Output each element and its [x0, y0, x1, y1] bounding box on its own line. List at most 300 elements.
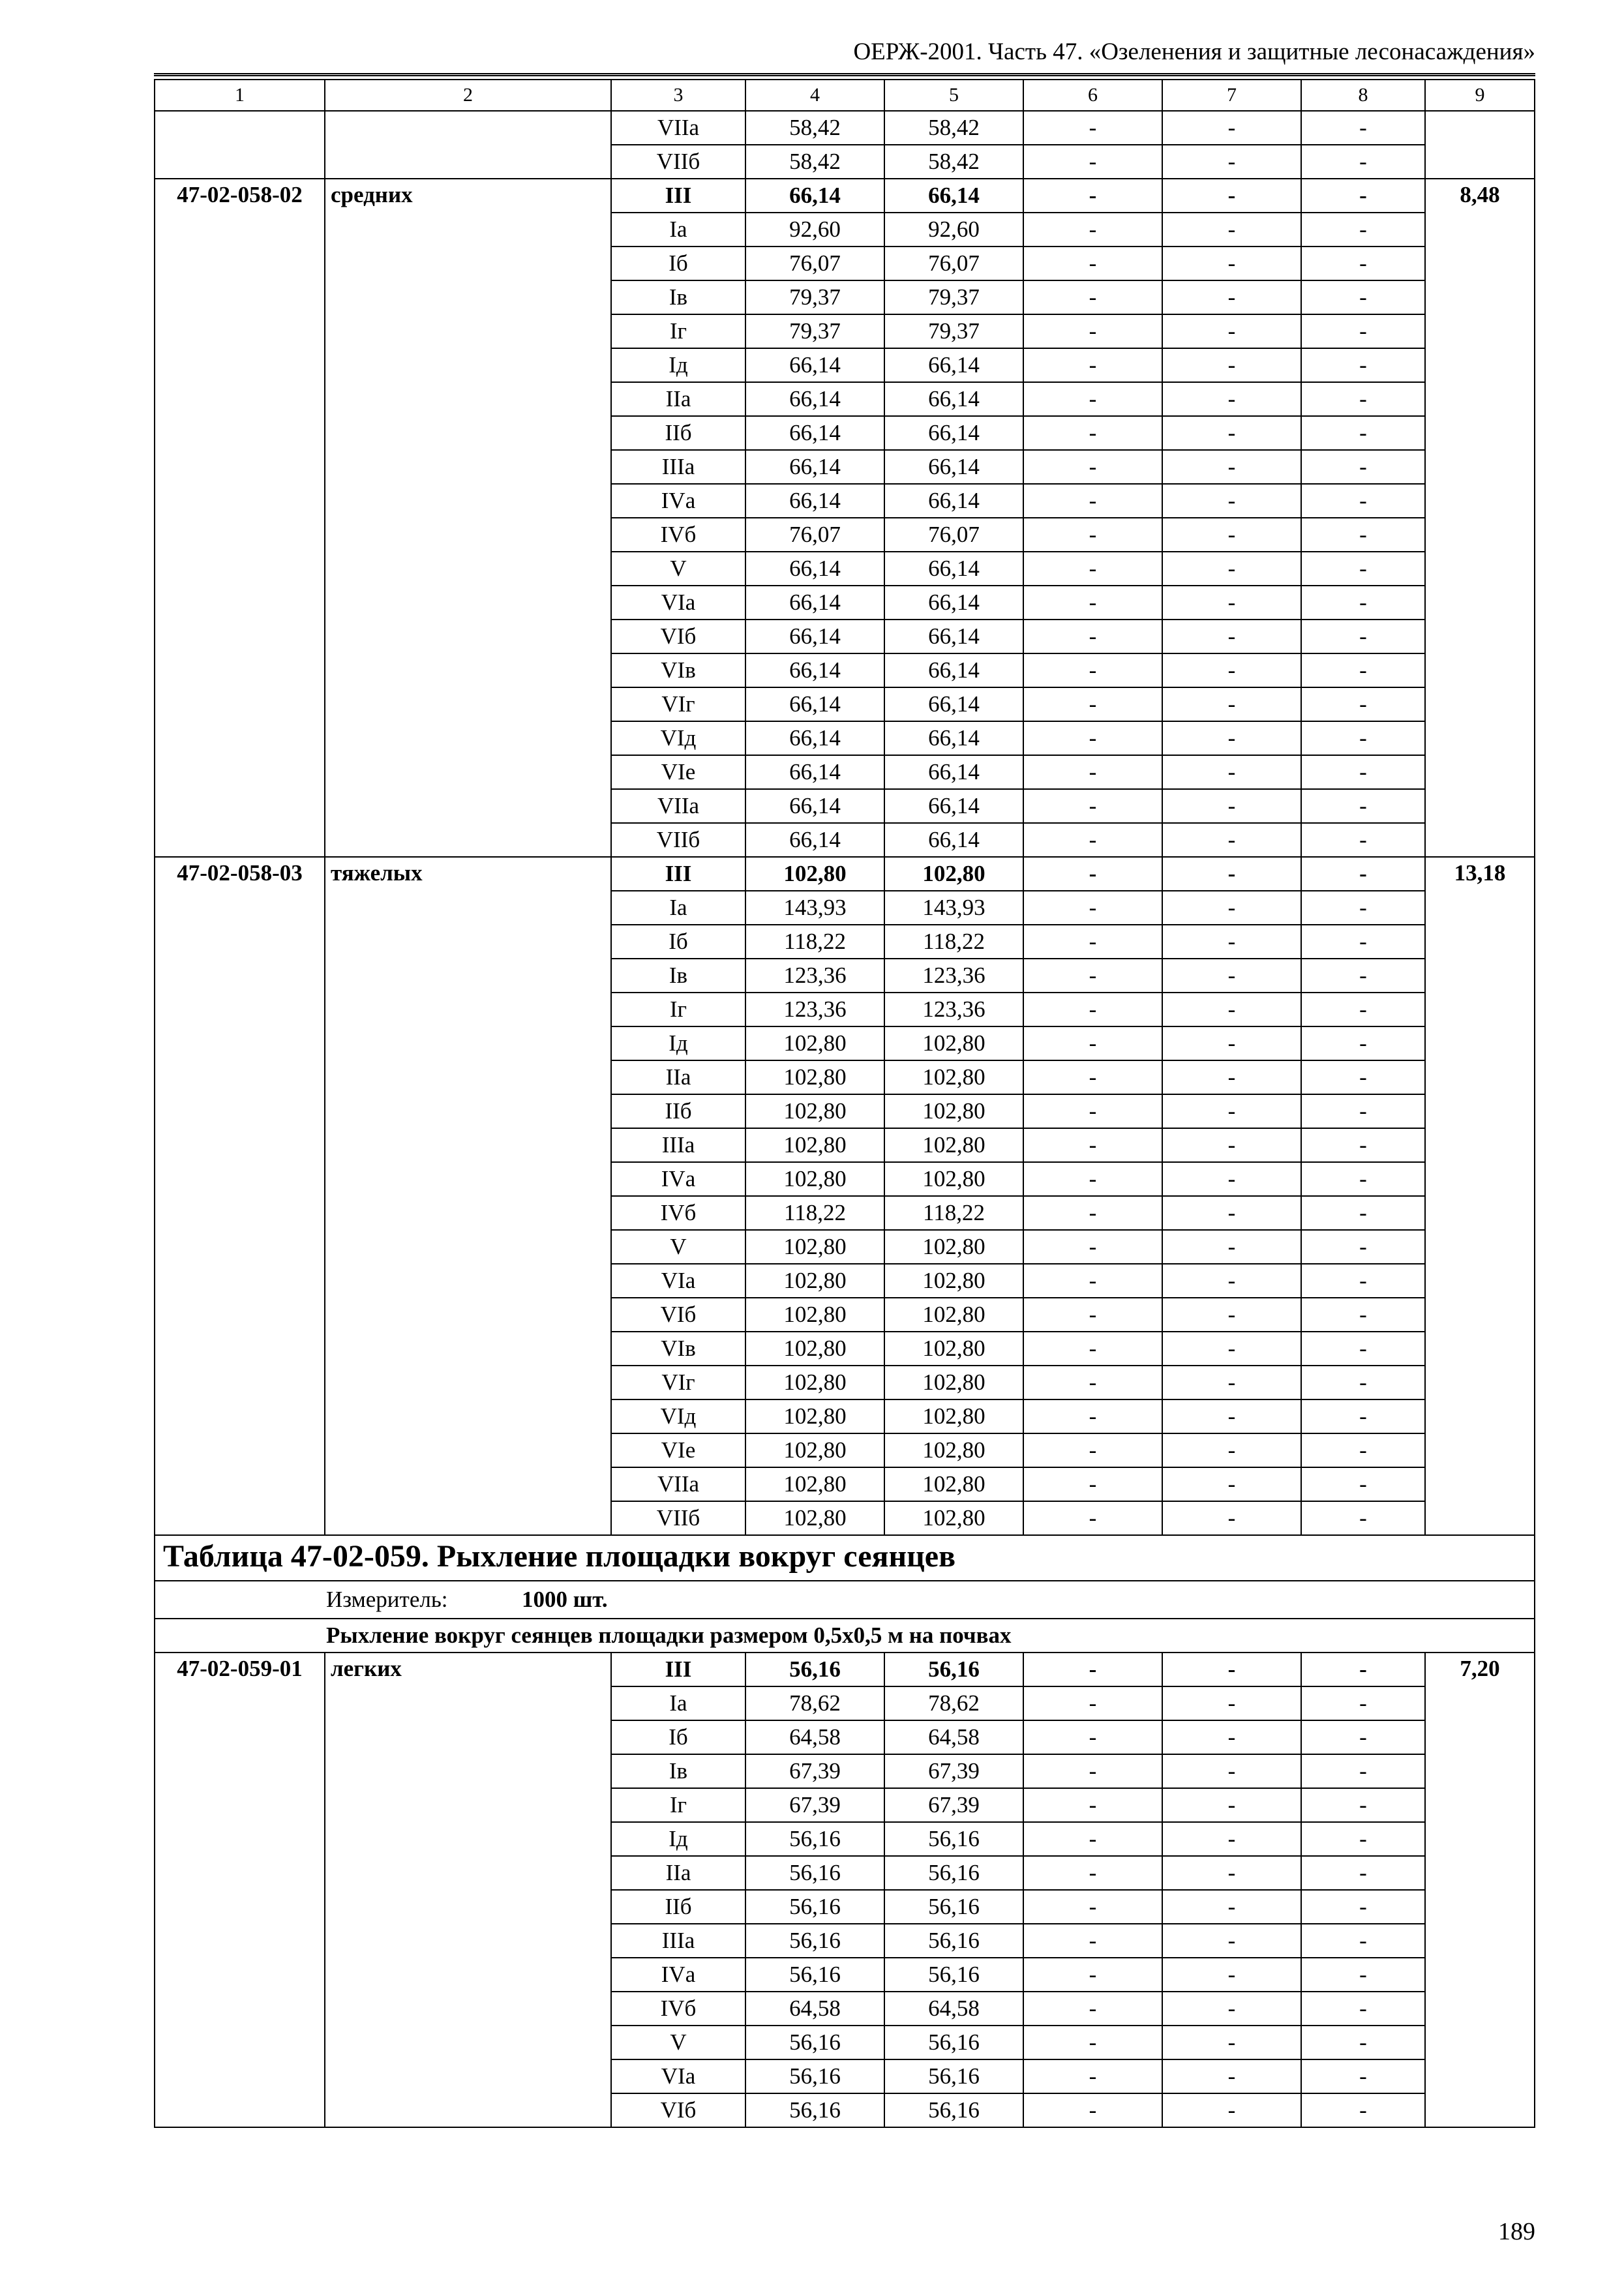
machine-cost: - [1023, 823, 1162, 857]
machine-cost: - [1023, 1686, 1162, 1720]
total-cost: 76,07 [745, 247, 884, 280]
driver-cost: - [1162, 1094, 1301, 1128]
machine-cost: - [1023, 1754, 1162, 1788]
driver-cost: - [1162, 1890, 1301, 1924]
total-cost: 56,16 [745, 2026, 884, 2059]
table-row [155, 857, 1535, 891]
labor-hours [1425, 111, 1535, 179]
rate-description [325, 111, 611, 179]
driver-cost: - [1162, 1399, 1301, 1433]
region-class: Iа [611, 213, 745, 247]
driver-cost: - [1162, 484, 1301, 518]
total-cost: 58,42 [745, 145, 884, 179]
region-class: VIд [611, 1399, 745, 1433]
driver-cost: - [1162, 1788, 1301, 1822]
machine-cost: - [1023, 620, 1162, 653]
column-number: 9 [1425, 80, 1535, 111]
materials-cost: - [1301, 518, 1425, 552]
materials-cost: - [1301, 1128, 1425, 1162]
region-class: IIб [611, 416, 745, 450]
machine-cost: - [1023, 891, 1162, 925]
machine-cost: - [1023, 2026, 1162, 2059]
machine-cost: - [1023, 789, 1162, 823]
machine-cost: - [1023, 552, 1162, 586]
materials-cost: - [1301, 1399, 1425, 1433]
materials-cost: - [1301, 314, 1425, 348]
machine-cost: - [1023, 1162, 1162, 1196]
materials-cost: - [1301, 2093, 1425, 2127]
total-cost: 56,16 [745, 2093, 884, 2127]
driver-cost: - [1162, 823, 1301, 857]
driver-cost: - [1162, 382, 1301, 416]
driver-cost: - [1162, 789, 1301, 823]
materials-cost: - [1301, 111, 1425, 145]
machine-cost: - [1023, 721, 1162, 755]
region-class: Iб [611, 247, 745, 280]
machine-cost: - [1023, 247, 1162, 280]
machine-cost: - [1023, 959, 1162, 993]
driver-cost: - [1162, 1992, 1301, 2026]
labor-cost: 66,14 [884, 653, 1023, 687]
labor-cost: 56,16 [884, 1653, 1023, 1686]
materials-cost: - [1301, 348, 1425, 382]
machine-cost: - [1023, 382, 1162, 416]
materials-cost: - [1301, 2026, 1425, 2059]
labor-cost: 56,16 [884, 2026, 1023, 2059]
table-title-cell [155, 1535, 1535, 1581]
region-class: IIIа [611, 1924, 745, 1958]
machine-cost: - [1023, 1094, 1162, 1128]
labor-cost: 56,16 [884, 1822, 1023, 1856]
region-class: IVб [611, 518, 745, 552]
labor-cost: 78,62 [884, 1686, 1023, 1720]
driver-cost: - [1162, 179, 1301, 213]
machine-cost: - [1023, 1060, 1162, 1094]
region-class: Iг [611, 993, 745, 1026]
total-cost: 102,80 [745, 1094, 884, 1128]
driver-cost: - [1162, 2026, 1301, 2059]
machine-cost: - [1023, 1890, 1162, 1924]
materials-cost: - [1301, 687, 1425, 721]
total-cost: 118,22 [745, 1196, 884, 1230]
machine-cost: - [1023, 280, 1162, 314]
region-class: VIб [611, 1298, 745, 1332]
region-class: IIIа [611, 1128, 745, 1162]
driver-cost: - [1162, 925, 1301, 959]
driver-cost: - [1162, 1332, 1301, 1366]
section-row [155, 1619, 1535, 1653]
region-class: VIб [611, 2093, 745, 2127]
materials-cost: - [1301, 213, 1425, 247]
labor-cost: 79,37 [884, 314, 1023, 348]
region-class: III [611, 857, 745, 891]
driver-cost: - [1162, 857, 1301, 891]
table-row [155, 1653, 1535, 1686]
materials-cost: - [1301, 1822, 1425, 1856]
labor-cost: 118,22 [884, 1196, 1023, 1230]
region-class: Iг [611, 314, 745, 348]
materials-cost: - [1301, 1720, 1425, 1754]
region-class: IIа [611, 382, 745, 416]
materials-cost: - [1301, 450, 1425, 484]
driver-cost: - [1162, 518, 1301, 552]
driver-cost: - [1162, 1467, 1301, 1501]
region-class: IVб [611, 1196, 745, 1230]
materials-cost: - [1301, 925, 1425, 959]
machine-cost: - [1023, 1128, 1162, 1162]
driver-cost: - [1162, 314, 1301, 348]
labor-cost: 102,80 [884, 857, 1023, 891]
materials-cost: - [1301, 1196, 1425, 1230]
machine-cost: - [1023, 755, 1162, 789]
column-number: 6 [1023, 80, 1162, 111]
total-cost: 56,16 [745, 2059, 884, 2093]
total-cost: 66,14 [745, 179, 884, 213]
total-cost: 56,16 [745, 1890, 884, 1924]
region-class: IIIа [611, 450, 745, 484]
meter-row [155, 1581, 1535, 1619]
materials-cost: - [1301, 280, 1425, 314]
machine-cost: - [1023, 1230, 1162, 1264]
total-cost: 67,39 [745, 1754, 884, 1788]
labor-cost: 66,14 [884, 348, 1023, 382]
total-cost: 102,80 [745, 1399, 884, 1433]
machine-cost: - [1023, 1467, 1162, 1501]
materials-cost: - [1301, 1094, 1425, 1128]
meter-value: 1000 шт. [522, 1587, 608, 1612]
total-cost: 102,80 [745, 1026, 884, 1060]
materials-cost: - [1301, 1332, 1425, 1366]
region-class: V [611, 1230, 745, 1264]
driver-cost: - [1162, 450, 1301, 484]
section-title: Рыхление вокруг сеянцев площадки размером 0,5х0,5 м на почвах [155, 1619, 1535, 1653]
total-cost: 79,37 [745, 280, 884, 314]
materials-cost: - [1301, 1501, 1425, 1535]
rate-code: 47-02-058-02 [155, 179, 325, 857]
region-class: VIIа [611, 111, 745, 145]
total-cost: 102,80 [745, 1264, 884, 1298]
column-number: 2 [325, 80, 611, 111]
machine-cost: - [1023, 145, 1162, 179]
driver-cost: - [1162, 247, 1301, 280]
total-cost: 66,14 [745, 789, 884, 823]
machine-cost: - [1023, 1856, 1162, 1890]
driver-cost: - [1162, 111, 1301, 145]
materials-cost: - [1301, 1686, 1425, 1720]
labor-cost: 56,16 [884, 1890, 1023, 1924]
materials-cost: - [1301, 1958, 1425, 1992]
labor-cost: 58,42 [884, 111, 1023, 145]
total-cost: 56,16 [745, 1924, 884, 1958]
driver-cost: - [1162, 586, 1301, 620]
labor-hours: 13,18 [1425, 857, 1535, 1535]
labor-cost: 56,16 [884, 1958, 1023, 1992]
region-class: V [611, 2026, 745, 2059]
materials-cost: - [1301, 1653, 1425, 1686]
region-class: VIа [611, 2059, 745, 2093]
machine-cost: - [1023, 1501, 1162, 1535]
region-class: Iб [611, 925, 745, 959]
total-cost: 102,80 [745, 1060, 884, 1094]
labor-cost: 102,80 [884, 1026, 1023, 1060]
machine-cost: - [1023, 687, 1162, 721]
driver-cost: - [1162, 145, 1301, 179]
materials-cost: - [1301, 1788, 1425, 1822]
labor-cost: 102,80 [884, 1264, 1023, 1298]
driver-cost: - [1162, 1686, 1301, 1720]
total-cost: 66,14 [745, 653, 884, 687]
driver-cost: - [1162, 1754, 1301, 1788]
region-class: IVа [611, 1958, 745, 1992]
column-number: 1 [155, 80, 325, 111]
total-cost: 76,07 [745, 518, 884, 552]
total-cost: 102,80 [745, 1467, 884, 1501]
driver-cost: - [1162, 653, 1301, 687]
labor-cost: 56,16 [884, 1856, 1023, 1890]
region-class: Iв [611, 280, 745, 314]
labor-cost: 102,80 [884, 1366, 1023, 1399]
rate-description: легких [325, 1653, 611, 2127]
materials-cost: - [1301, 1433, 1425, 1467]
machine-cost: - [1023, 1433, 1162, 1467]
materials-cost: - [1301, 416, 1425, 450]
total-cost: 66,14 [745, 348, 884, 382]
total-cost: 66,14 [745, 552, 884, 586]
driver-cost: - [1162, 348, 1301, 382]
materials-cost: - [1301, 1366, 1425, 1399]
rates-table-body [155, 80, 1535, 2127]
labor-cost: 102,80 [884, 1230, 1023, 1264]
labor-cost: 102,80 [884, 1162, 1023, 1196]
labor-cost: 56,16 [884, 2059, 1023, 2093]
total-cost: 92,60 [745, 213, 884, 247]
meter-label: Измеритель: [326, 1587, 448, 1612]
driver-cost: - [1162, 1230, 1301, 1264]
labor-cost: 66,14 [884, 586, 1023, 620]
region-class: IVб [611, 1992, 745, 2026]
machine-cost: - [1023, 1788, 1162, 1822]
materials-cost: - [1301, 2059, 1425, 2093]
machine-cost: - [1023, 314, 1162, 348]
labor-cost: 76,07 [884, 518, 1023, 552]
total-cost: 56,16 [745, 1856, 884, 1890]
labor-hours: 7,20 [1425, 1653, 1535, 2127]
region-class: IIа [611, 1060, 745, 1094]
rate-code [155, 111, 325, 179]
driver-cost: - [1162, 416, 1301, 450]
machine-cost: - [1023, 1924, 1162, 1958]
machine-cost: - [1023, 586, 1162, 620]
region-class: Iа [611, 891, 745, 925]
driver-cost: - [1162, 1501, 1301, 1535]
region-class: IIб [611, 1094, 745, 1128]
materials-cost: - [1301, 653, 1425, 687]
materials-cost: - [1301, 789, 1425, 823]
labor-cost: 102,80 [884, 1128, 1023, 1162]
labor-cost: 102,80 [884, 1298, 1023, 1332]
driver-cost: - [1162, 620, 1301, 653]
materials-cost: - [1301, 891, 1425, 925]
table-row [155, 179, 1535, 213]
materials-cost: - [1301, 247, 1425, 280]
labor-cost: 67,39 [884, 1788, 1023, 1822]
materials-cost: - [1301, 620, 1425, 653]
driver-cost: - [1162, 280, 1301, 314]
labor-cost: 66,14 [884, 789, 1023, 823]
region-class: VIб [611, 620, 745, 653]
materials-cost: - [1301, 586, 1425, 620]
materials-cost: - [1301, 857, 1425, 891]
materials-cost: - [1301, 145, 1425, 179]
labor-cost: 102,80 [884, 1332, 1023, 1366]
region-class: VIд [611, 721, 745, 755]
labor-cost: 66,14 [884, 552, 1023, 586]
labor-cost: 66,14 [884, 450, 1023, 484]
labor-cost: 102,80 [884, 1094, 1023, 1128]
total-cost: 143,93 [745, 891, 884, 925]
driver-cost: - [1162, 1924, 1301, 1958]
total-cost: 64,58 [745, 1992, 884, 2026]
labor-cost: 66,14 [884, 179, 1023, 213]
labor-cost: 56,16 [884, 1924, 1023, 1958]
region-class: III [611, 179, 745, 213]
materials-cost: - [1301, 1060, 1425, 1094]
machine-cost: - [1023, 348, 1162, 382]
total-cost: 79,37 [745, 314, 884, 348]
region-class: VIIб [611, 823, 745, 857]
labor-cost: 102,80 [884, 1399, 1023, 1433]
column-number: 7 [1162, 80, 1301, 111]
driver-cost: - [1162, 1433, 1301, 1467]
materials-cost: - [1301, 959, 1425, 993]
table-row [155, 111, 1535, 145]
total-cost: 102,80 [745, 1433, 884, 1467]
region-class: VIв [611, 1332, 745, 1366]
driver-cost: - [1162, 1128, 1301, 1162]
driver-cost: - [1162, 1366, 1301, 1399]
materials-cost: - [1301, 484, 1425, 518]
total-cost: 102,80 [745, 1366, 884, 1399]
labor-cost: 66,14 [884, 755, 1023, 789]
machine-cost: - [1023, 179, 1162, 213]
machine-cost: - [1023, 416, 1162, 450]
labor-cost: 123,36 [884, 959, 1023, 993]
driver-cost: - [1162, 1653, 1301, 1686]
materials-cost: - [1301, 179, 1425, 213]
region-class: III [611, 1653, 745, 1686]
labor-cost: 66,14 [884, 823, 1023, 857]
total-cost: 66,14 [745, 382, 884, 416]
machine-cost: - [1023, 857, 1162, 891]
labor-cost: 66,14 [884, 484, 1023, 518]
materials-cost: - [1301, 1924, 1425, 1958]
total-cost: 66,14 [745, 755, 884, 789]
labor-cost: 58,42 [884, 145, 1023, 179]
machine-cost: - [1023, 993, 1162, 1026]
driver-cost: - [1162, 1196, 1301, 1230]
total-cost: 102,80 [745, 1230, 884, 1264]
machine-cost: - [1023, 2093, 1162, 2127]
total-cost: 56,16 [745, 1822, 884, 1856]
total-cost: 56,16 [745, 1653, 884, 1686]
labor-cost: 66,14 [884, 620, 1023, 653]
region-class: Iв [611, 959, 745, 993]
machine-cost: - [1023, 2059, 1162, 2093]
driver-cost: - [1162, 687, 1301, 721]
labor-cost: 102,80 [884, 1060, 1023, 1094]
total-cost: 102,80 [745, 1501, 884, 1535]
rates-table [154, 79, 1535, 2128]
driver-cost: - [1162, 1720, 1301, 1754]
total-cost: 78,62 [745, 1686, 884, 1720]
machine-cost: - [1023, 1332, 1162, 1366]
region-class: IVа [611, 484, 745, 518]
driver-cost: - [1162, 2059, 1301, 2093]
page-number: 189 [1498, 2218, 1535, 2245]
materials-cost: - [1301, 382, 1425, 416]
total-cost: 102,80 [745, 1128, 884, 1162]
region-class: IIа [611, 1856, 745, 1890]
machine-cost: - [1023, 1958, 1162, 1992]
total-cost: 102,80 [745, 1162, 884, 1196]
labor-cost: 92,60 [884, 213, 1023, 247]
region-class: Iг [611, 1788, 745, 1822]
meter-cell [155, 1581, 1535, 1619]
driver-cost: - [1162, 1298, 1301, 1332]
machine-cost: - [1023, 1298, 1162, 1332]
total-cost: 102,80 [745, 857, 884, 891]
machine-cost: - [1023, 1196, 1162, 1230]
labor-cost: 66,14 [884, 416, 1023, 450]
labor-cost: 102,80 [884, 1501, 1023, 1535]
region-class: Iа [611, 1686, 745, 1720]
machine-cost: - [1023, 925, 1162, 959]
machine-cost: - [1023, 1366, 1162, 1399]
driver-cost: - [1162, 1958, 1301, 1992]
machine-cost: - [1023, 1026, 1162, 1060]
machine-cost: - [1023, 1264, 1162, 1298]
region-class: VIг [611, 687, 745, 721]
labor-cost: 123,36 [884, 993, 1023, 1026]
total-cost: 66,14 [745, 620, 884, 653]
materials-cost: - [1301, 1026, 1425, 1060]
machine-cost: - [1023, 111, 1162, 145]
total-cost: 67,39 [745, 1788, 884, 1822]
materials-cost: - [1301, 1298, 1425, 1332]
machine-cost: - [1023, 653, 1162, 687]
materials-cost: - [1301, 1856, 1425, 1890]
driver-cost: - [1162, 721, 1301, 755]
region-class: V [611, 552, 745, 586]
region-class: VIIа [611, 1467, 745, 1501]
total-cost: 56,16 [745, 1958, 884, 1992]
materials-cost: - [1301, 1467, 1425, 1501]
region-class: VIа [611, 586, 745, 620]
page-header: ОЕРЖ-2001. Часть 47. «Озеленения и защитные лесонасаждения» [154, 38, 1535, 76]
total-cost: 58,42 [745, 111, 884, 145]
labor-cost: 102,80 [884, 1433, 1023, 1467]
total-cost: 66,14 [745, 450, 884, 484]
column-number: 3 [611, 80, 745, 111]
machine-cost: - [1023, 450, 1162, 484]
materials-cost: - [1301, 1264, 1425, 1298]
driver-cost: - [1162, 959, 1301, 993]
total-cost: 102,80 [745, 1332, 884, 1366]
machine-cost: - [1023, 1399, 1162, 1433]
table-title: Таблица 47-02-059. Рыхление площадки вокруг сеянцев [163, 1539, 955, 1574]
labor-cost: 66,14 [884, 382, 1023, 416]
region-class: Iв [611, 1754, 745, 1788]
